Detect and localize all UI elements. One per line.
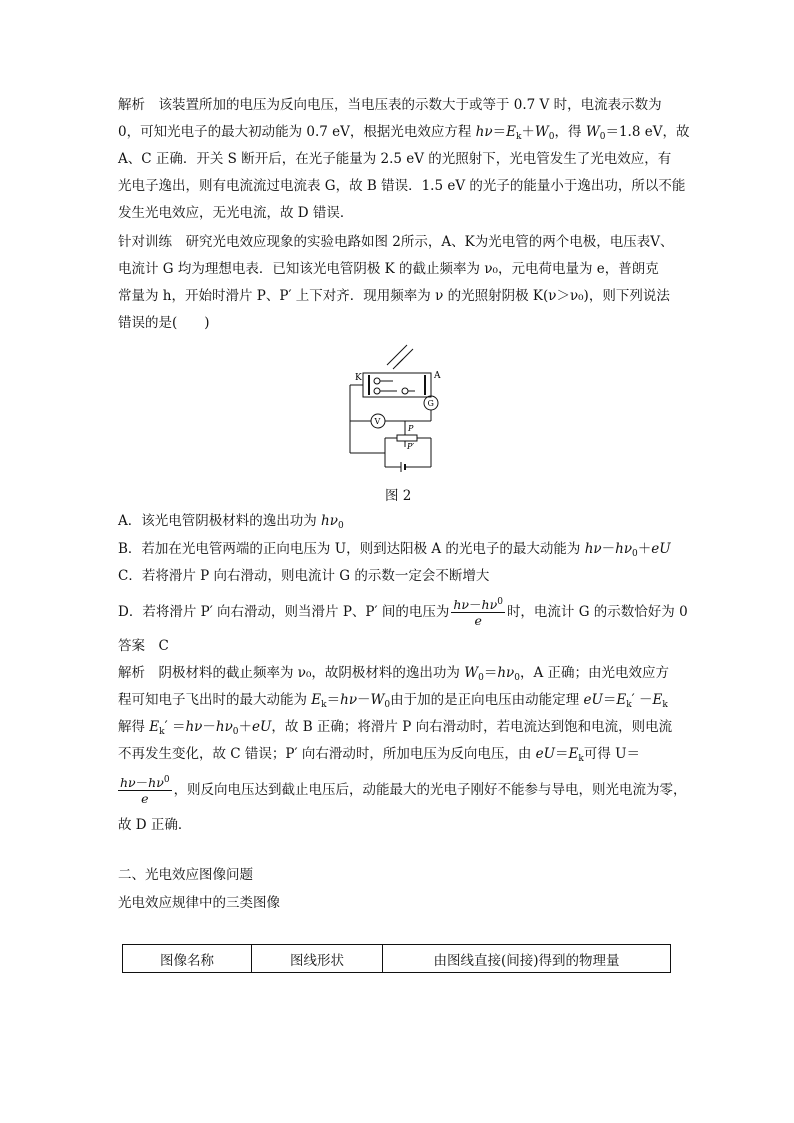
para1-line5: 发生光电效应，无光电流，故 D 错误． <box>118 205 354 221</box>
para1-line4: 光电子逸出，则有电流流过电流表 G，故 B 错误．1.5 eV 的光子的能量小于逸出功，所以不能 <box>118 178 686 194</box>
section-title: 二、光电效应图像问题 <box>118 867 253 883</box>
para2-line4: 不再发生变化，故 C 错误；P′ 向右滑动时，所加电压为反向电压，由 $eU=E_k$可得 U＝ <box>118 746 641 764</box>
label-v: V <box>374 417 381 426</box>
training-line1: 针对训练 研究光电效应现象的实验电路如图 2所示，A、K为光电管的两个电极，电压表V、 <box>118 234 674 250</box>
para2-line2: 程可知电子飞出时的最大动能为 $E_k=h\nu-W_0$由于加的是正向电压由动能定理 $eU=E_k' -E_k$ <box>118 692 668 710</box>
label-g: G <box>427 399 434 408</box>
label-k: K <box>355 373 362 383</box>
fraction: $\frac{h\nu-h\nu^0}{e}$ <box>453 597 503 628</box>
circuit-diagram <box>345 343 445 478</box>
option-d: D．若将滑片 P′ 向右滑动，则当滑片 P、P′ 间的电压为 $\frac{h\nu-h\nu^0}{e}$ 时，电流计 G 的示数恰好为 0 <box>118 597 688 628</box>
para2-line6: 故 D 正确． <box>118 817 192 833</box>
label-p: P <box>408 424 414 433</box>
option-a: A．该光电管阴极材料的逸出功为 $h\nu_0$ <box>118 513 344 531</box>
para1-line2: 0，可知光电子的最大初动能为 0.7 eV，根据光电效应方程 $h\nu=E_k+W_0$，得 $W_0=1.8$ eV，故 <box>118 124 690 142</box>
header-physical-quantity: 由图线直接(间接)得到的物理量 <box>383 945 671 973</box>
image-types-table <box>122 944 671 973</box>
label-pp: P′ <box>407 442 415 451</box>
option-b: B．若加在光电管两端的正向电压为 U，则到达阳极 A 的光电子的最大动能为 $h\nu-h\nu_0+eU$ <box>118 541 671 559</box>
label-a: A <box>434 371 441 381</box>
figure-caption: 图 2 <box>385 488 412 504</box>
section-subtitle: 光电效应规律中的三类图像 <box>118 895 280 911</box>
para1-line1: 解析 该装置所加的电压为反向电压，当电压表的示数大于或等于 0.7 V 时，电流表示数为 <box>118 97 662 113</box>
header-image-name: 图像名称 <box>123 945 252 973</box>
para1-line3: A、C 正确．开关 S 断开后，在光子能量为 2.5 eV 的光照射下，光电管发生了光电效应，有 <box>118 151 672 167</box>
fraction: $\frac{h\nu-h\nu^0}{e}$ <box>120 775 170 806</box>
training-line2: 电流计 G 均为理想电表．已知该光电管阴极 K 的截止频率为 ν₀，元电荷电量为 e，普朗克 <box>118 261 659 277</box>
training-line3: 常量为 h，开始时滑片 P、P′ 上下对齐．现用频率为 ν 的光照射阴极 K(ν＞ν₀)，则下列说法 <box>118 288 670 304</box>
option-c: C．若将滑片 P 向右滑动，则电流计 G 的示数一定会不断增大 <box>118 568 490 584</box>
para2-line5: $\frac{h\nu-h\nu^0}{e}$ ，则反向电压达到截止电压后，动能最大的光电子刚好不能参与导电，则光电流为零， <box>120 775 687 806</box>
para2-line1: 解析 阴极材料的截止频率为 ν₀，故阴极材料的逸出功为 $W_0=h\nu_0$，A 正确；由光电效应方 <box>118 665 670 683</box>
table-header-row <box>123 945 671 973</box>
answer: 答案 C <box>118 638 169 654</box>
para2-line3: 解得 $E_k' =h\nu-h\nu_0+eU$，故 B 正确；将滑片 P 向右滑动时，若电流达到饱和电流，则电流 <box>118 719 673 737</box>
header-line-shape: 图线形状 <box>252 945 383 973</box>
training-line4: 错误的是( ) <box>118 315 210 331</box>
